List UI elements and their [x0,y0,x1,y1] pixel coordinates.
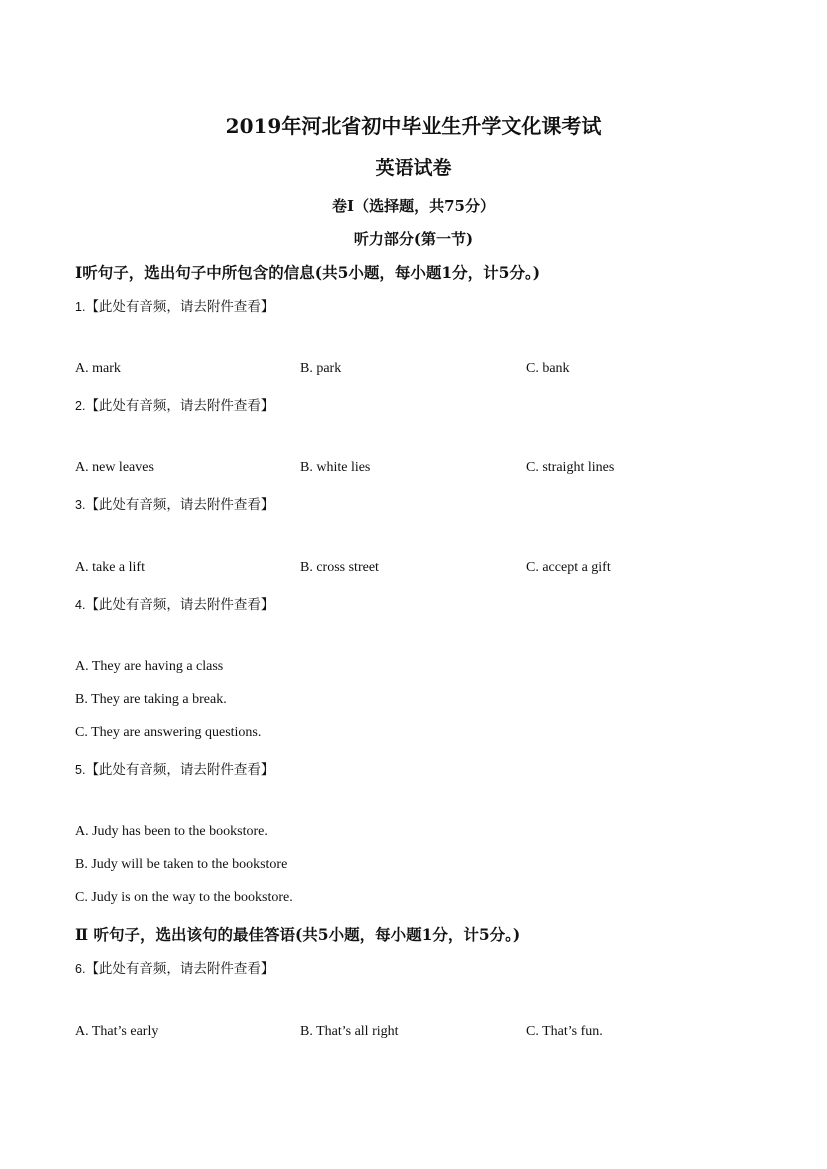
section-1-heading: Ⅰ听句子，选出句子中所包含的信息(共5小题，每小题1分，计5分。) [75,263,541,282]
audio-note: 【此处有音频，请去附件查看】 [85,597,275,613]
question-1-header [75,295,274,315]
q6-option-c: C. That’s fun. [526,1024,603,1039]
exam-subtitle: 英语试卷 [375,157,452,179]
q6-option-a: A. That’s early [75,1024,159,1039]
q6-option-b: B. That’s all right [300,1024,399,1039]
volume-heading: 卷Ⅰ（选择题，共75分） [332,197,495,215]
q5-option-a: A. Judy has been to the bookstore. [75,824,268,839]
question-number: 6. [75,962,86,976]
question-number: 4. [75,598,86,612]
exam-title: 2019年河北省初中毕业生升学文化课考试 [225,114,602,138]
question-6-header [75,957,274,977]
audio-note: 【此处有音频，请去附件查看】 [85,398,275,414]
part-heading: 听力部分(第一节) [353,230,474,248]
q4-option-a: A. They are having a class [75,659,224,674]
q3-option-a: A. take a lift [75,560,145,575]
question-3-header [75,493,274,513]
q3-option-b: B. cross street [300,560,379,575]
section-2-heading: Ⅱ 听句子，选出该句的最佳答语(共5小题，每小题1分，计5分。) [75,925,521,944]
q3-option-c: C. accept a gift [526,560,611,575]
q1-option-c: C. bank [526,361,570,376]
q5-option-c: C. Judy is on the way to the bookstore. [75,890,293,905]
q2-option-b: B. white lies [300,460,371,475]
question-2-header [75,394,274,414]
audio-note: 【此处有音频，请去附件查看】 [85,961,275,977]
question-4-header [75,593,274,613]
question-number: 2. [75,399,86,413]
q2-option-a: A. new leaves [75,460,154,475]
question-number: 5. [75,763,86,777]
question-number: 1. [75,300,86,314]
q4-option-c: C. They are answering questions. [75,725,262,740]
q2-option-c: C. straight lines [526,460,615,475]
q4-option-b: B. They are taking a break. [75,692,227,707]
q1-option-b: B. park [300,361,342,376]
audio-note: 【此处有音频，请去附件查看】 [85,497,275,513]
audio-note: 【此处有音频，请去附件查看】 [85,299,275,315]
question-number: 3. [75,498,86,512]
audio-note: 【此处有音频，请去附件查看】 [85,762,275,778]
q5-option-b: B. Judy will be taken to the bookstore [75,857,288,872]
question-5-header [75,758,274,778]
q1-option-a: A. mark [75,361,121,376]
